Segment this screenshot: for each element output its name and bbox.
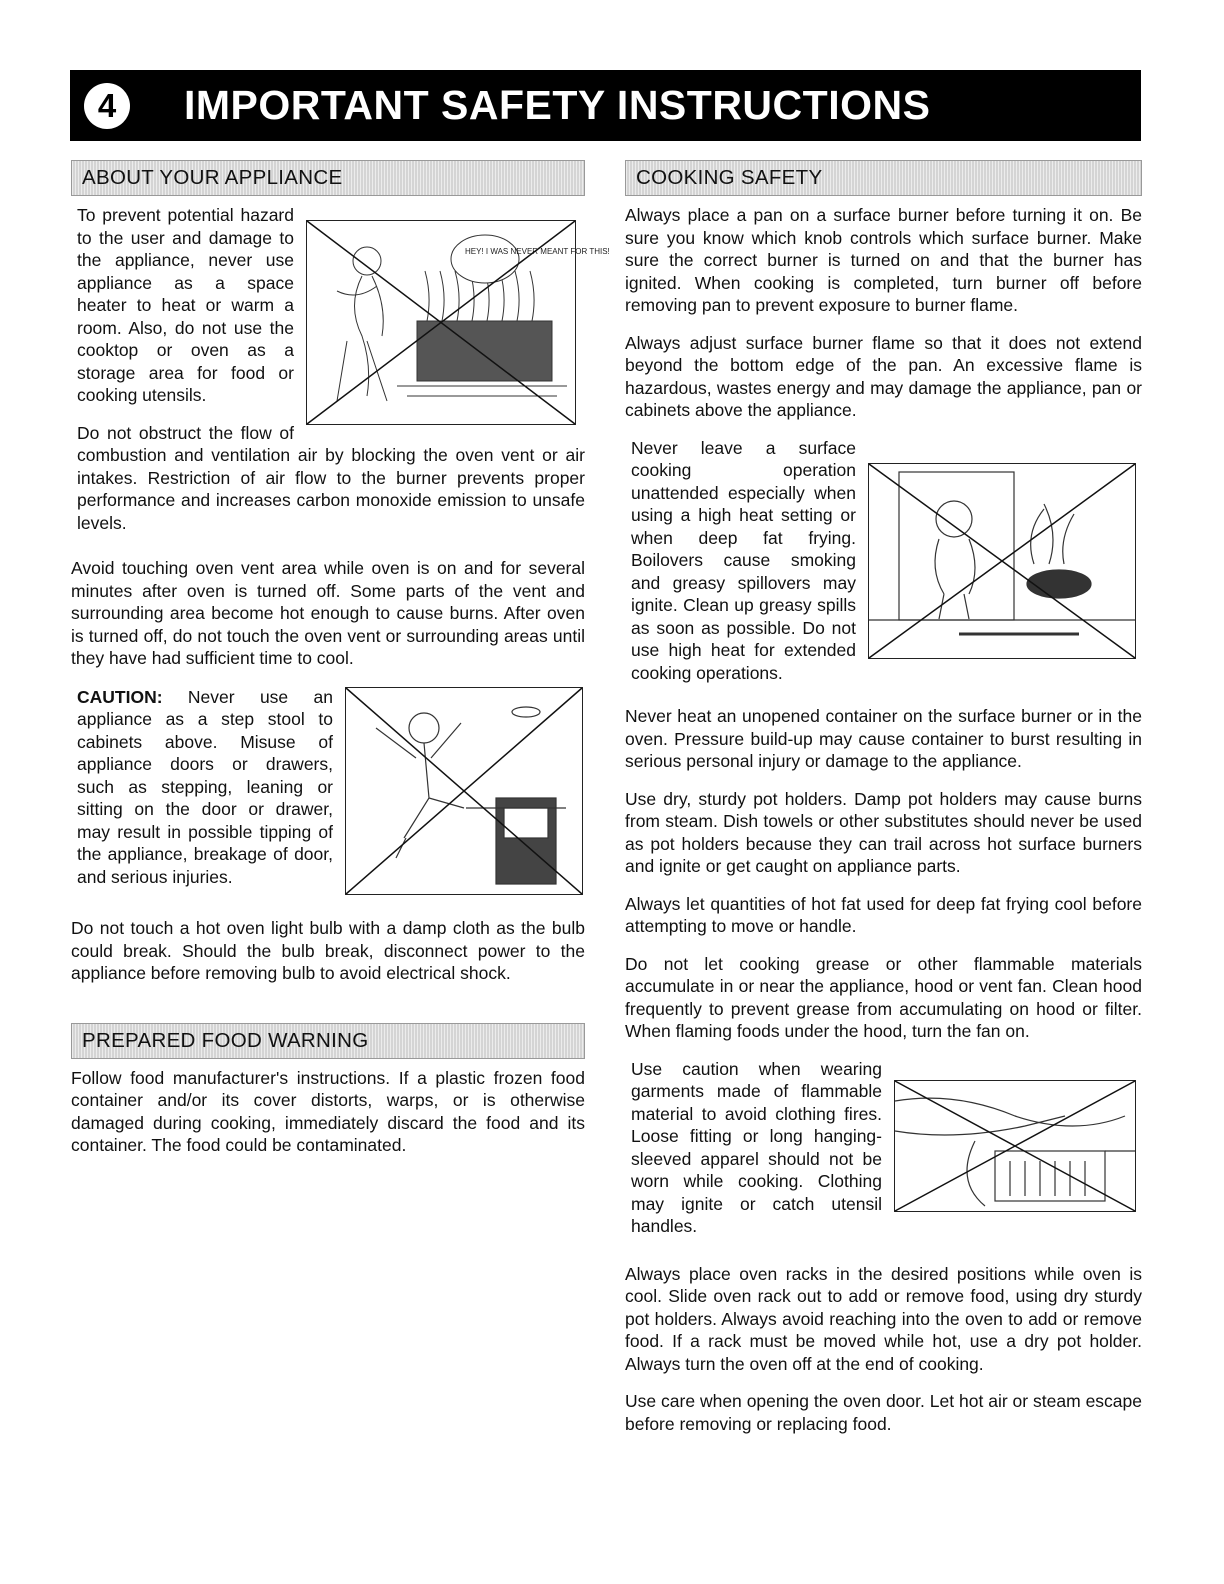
cooking-paragraph-2: Always adjust surface burner flame so that it does not extend beyond the bottom edge of the pan. An excessive flame is hazardous, wastes energy and may damage the appliance, pan or cabinets above the appliance.: [625, 332, 1142, 420]
cooking-paragraph-10: Use care when opening the oven door. Let hot air or steam escape before removing or replacing food.: [625, 1391, 1142, 1434]
left-column: [71, 160, 610, 1172]
no-space-heater-icon: [307, 221, 610, 424]
cooking-paragraph-9: Always place oven racks in the desired positions while oven is cool. Slide oven rack out to add or remove food, using dry sturdy pot holders. Always avoid reaching into the oven to add or remove food. If a rack must be moved while hot, use a dry pot holder. Always turn the oven off at the end of cooking.: [625, 1263, 1142, 1374]
prepared-food-paragraph: Follow food manufacturer's instructions. If a plastic frozen food container and/or its cover distorts, warps, or is otherwise damaged during cooking, immediately discard the food and its container. The food could be contaminated.: [71, 1067, 585, 1155]
no-loose-sleeves-icon: [895, 1081, 1135, 1211]
cooking-safety-heading: COOKING SAFETY: [625, 160, 1142, 196]
page-title: IMPORTANT SAFETY INSTRUCTIONS: [184, 82, 931, 128]
space-heater-warning-illustration: [306, 220, 610, 425]
about-paragraph-3: Avoid touching oven vent area while oven is on and for several minutes after oven is turned off. Some parts of the vent and surrounding area become hot enough to cause burns. After oven is turned off, do not touch the oven vent or surrounding areas until they have had sufficient time to cool.: [71, 558, 585, 668]
caution-text: Never use an appliance as a step stool to cabinets above. Misuse of appliance doors or drawers, such as stepping, leaning or sitting on the door or drawer, may result in possible tipping of the appliance, breakage of door, and serious injuries.: [77, 686, 333, 887]
no-unattended-cooking-icon: [869, 464, 1135, 658]
loose-clothing-illustration: [894, 1080, 1136, 1212]
section-number-badge: 4: [84, 83, 130, 129]
cooking-paragraph-5: Use dry, sturdy pot holders. Damp pot holders may cause burns from steam. Dish towels or other substitutes should never be used as pot holders because they can trail across hot surface burners and ignite or get caught on appliance parts.: [625, 788, 1142, 876]
no-step-stool-icon: [346, 688, 582, 894]
cooking-paragraph-8: Use caution when wearing garments made of flammable material to avoid clothing fires. Loose fitting or long hanging-sleeved apparel should not be worn while cooking. Clothing may ignite or catch utensil handles.: [631, 1058, 882, 1236]
about-paragraph-5: Do not touch a hot oven light bulb with a damp cloth as the bulb could break. Should the bulb break, disconnect power to the appliance before removing bulb to avoid electrical shock.: [71, 918, 585, 983]
cooking-paragraph-6: Always let quantities of hot fat used for deep fat frying cool before attempting to move or handle.: [625, 893, 1142, 936]
unattended-cooking-illustration: [868, 463, 1136, 659]
caution-label: CAUTION:: [77, 686, 163, 707]
cooking-paragraph-7: Do not let cooking grease or other flammable materials accumulate in or near the appliance, hood or vent fan. Clean hood frequently to prevent grease from accumulating on hood or filter. When flaming foods under the hood, turn the fan on.: [625, 953, 1142, 1041]
cooking-paragraph-1: Always place a pan on a surface burner before turning it on. Be sure you know which knob controls which surface burner. Make sure the correct burner is turned on and that the burner has ignited. When cooking is completed, turn burner off before removing pan to prevent exposure to burner flame.: [625, 205, 1142, 315]
right-column: [625, 160, 1142, 1450]
step-stool-warning-illustration: [345, 687, 583, 895]
cooking-paragraph-3: Never leave a surface cooking operation unattended especially when using a high heat setting or when deep fat frying. Boilovers cause smoking and greasy spillovers may ignite. Clean up greasy spills as soon as possible. Do not use high heat for extended cooking operations.: [631, 437, 856, 683]
about-heading: ABOUT YOUR APPLIANCE: [71, 160, 585, 196]
speech-bubble-text: HEY! I WAS NEVER MEANT FOR THIS!: [465, 247, 610, 256]
cooking-paragraph-4: Never heat an unopened container on the surface burner or in the oven. Pressure build-up may cause container to burst resulting in serious personal injury or damage to the appliance.: [625, 706, 1142, 771]
about-paragraph-1: To prevent potential hazard to the user and damage to the appliance, never use appliance as a space heater to heat or warm a room. Also, do not use the cooktop or oven as a storage area for food or cooking utensils.: [77, 205, 294, 405]
prepared-food-heading: PREPARED FOOD WARNING: [71, 1023, 585, 1059]
page-banner: [70, 70, 1141, 141]
about-paragraph-2: Do not obstruct the flow of combustion and ventilation air by blocking the oven vent or air intakes. Restriction of air flow to the burner prevents proper performance and increases carbon monoxide emission to unsafe levels.: [77, 422, 585, 533]
